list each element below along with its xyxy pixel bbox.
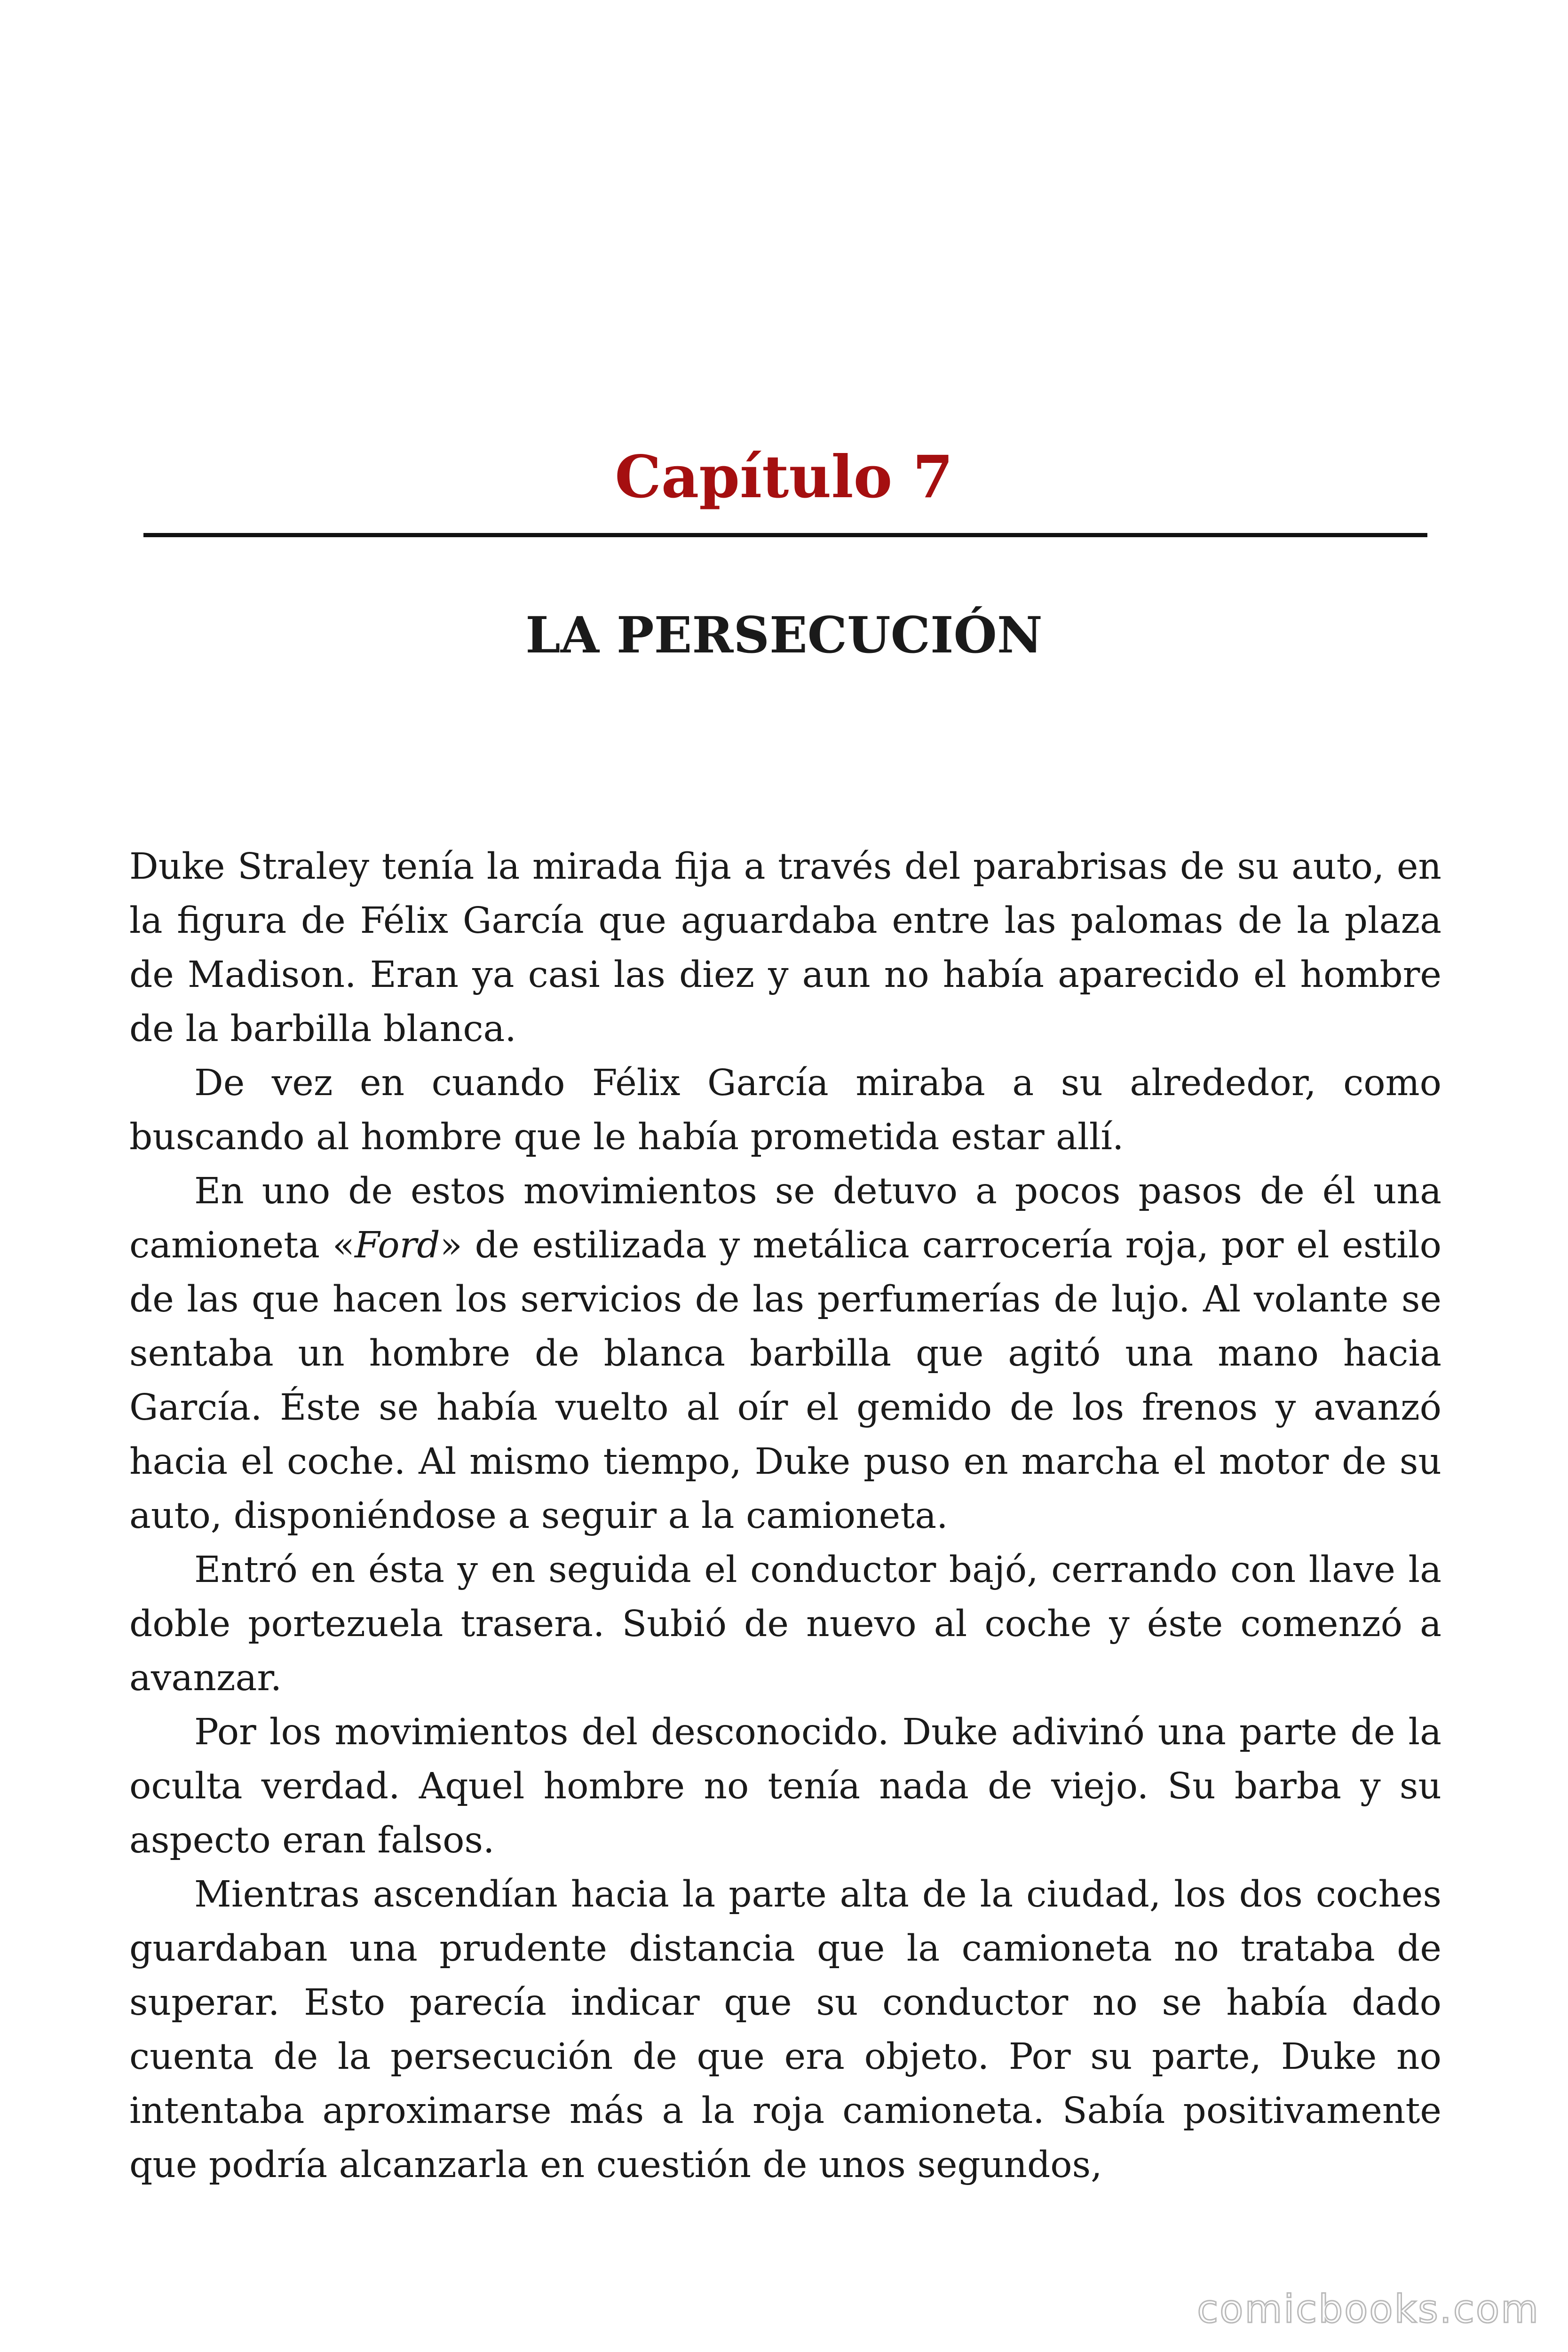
paragraph-text: En uno de estos movimientos se detuvo a pocos pasos de él una camioneta « — [129, 1170, 1441, 1266]
paragraph-text: Por los movimientos del desconocido. Duke adivinó una parte de la oculta verdad. Aquel hombre no tenía nada de viejo. Su barba y su aspecto eran falsos. — [129, 1711, 1441, 1861]
chapter-title: Capítulo 7 — [615, 443, 953, 511]
paragraph-text: Duke Straley tenía la mirada fija a través del parabrisas de su auto, en la figura de Félix García que aguardaba entre las palomas de la plaza de Madison. Eran ya casi las diez y aun no había aparecido el hombre de la barbilla blanca. — [129, 846, 1441, 1050]
chapter-subtitle: LA PERSECUCIÓN — [525, 605, 1043, 664]
paragraph-3 — [129, 1164, 1441, 1543]
watermark: comicbooks.com — [1197, 2287, 1540, 2332]
chapter-body — [129, 840, 1441, 2192]
emphasized-brand: Ford — [355, 1224, 440, 1266]
paragraph-text: Mientras ascendían hacia la parte alta de la ciudad, los dos coches guardaban una prudente distancia que la camioneta no trataba de superar. Esto parecía indicar que su conductor no se había dado cuenta de la persecución de que era objeto. Por su parte, Duke no intentaba aproximarse más a la roja camioneta. Sabía positivamente que podría alcanzarla en cuestión de unos segundos, — [129, 1874, 1441, 2186]
paragraph-4 — [129, 1543, 1441, 1705]
chapter-divider — [143, 533, 1427, 537]
paragraph-5 — [129, 1705, 1441, 1867]
paragraph-6 — [129, 1867, 1441, 2192]
paragraph-2 — [129, 1056, 1441, 1164]
paragraph-1 — [129, 840, 1441, 1056]
paragraph-text: De vez en cuando Félix García miraba a su alrededor, como buscando al hombre que le había prometida estar allí. — [129, 1062, 1441, 1158]
paragraph-text-continued: » de estilizada y metálica carrocería roja, por el estilo de las que hacen los servicios de las perfumerías de lujo. Al volante se sentaba un hombre de blanca barbilla que agitó una mano hacia García. Éste se había vuelto al oír el gemido de los frenos y avanzó hacia el coche. Al mismo tiempo, Duke puso en marcha el motor de su auto, disponiéndose a seguir a la camioneta. — [129, 1224, 1441, 1537]
paragraph-text: Entró en ésta y en seguida el conductor bajó, cerrando con llave la doble portezuela trasera. Subió de nuevo al coche y éste comenzó a avanzar. — [129, 1549, 1441, 1699]
